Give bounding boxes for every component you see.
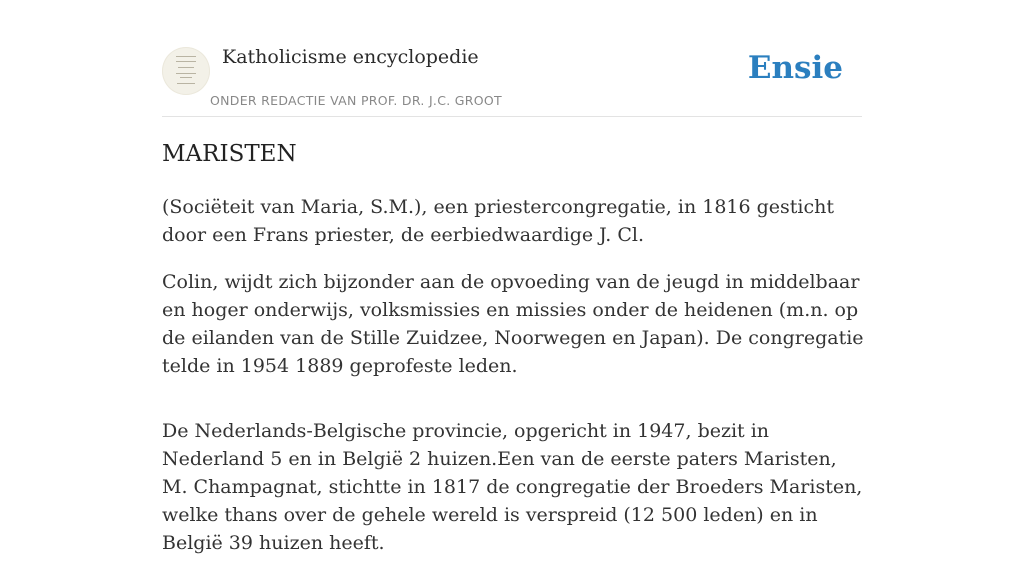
book-title[interactable]: Katholicisme encyclopedie xyxy=(222,46,479,68)
entry-content xyxy=(162,137,868,576)
ensie-logo[interactable]: Ensie xyxy=(747,50,843,86)
entry-title: MARISTEN xyxy=(162,141,297,167)
header xyxy=(162,40,862,117)
entry-paragraph: (Sociëteit van Maria, S.M.), een priestercongregatie, in 1816 gesticht door een Frans priester, de eerbiedwaardige J. Cl. xyxy=(162,196,835,246)
entry-paragraph: Colin, wijdt zich bijzonder aan de opvoeding van de jeugd in middelbaar en hoger onderwijs, volksmissies en missies onder de heidenen (m.n. op de eilanden van de Stille Zuidzee, Noorwegen en Japan). De congregatie telde in 1954 1889 geprofeste leden. xyxy=(162,271,864,377)
book-editor: ONDER REDACTIE VAN PROF. DR. J.C. GROOT xyxy=(210,93,502,108)
entry-paragraph: De Nederlands-Belgische provincie, opgericht in 1947, bezit in Nederland 5 en in België 2 huizen.Een van de eerste paters Maristen, M. Champagnat, stichtte in 1817 de congregatie der Broeders Maristen, welke thans over de gehele wereld is verspreid (12 500 leden) en in België 39 huizen heeft. xyxy=(162,420,863,554)
book-cover-icon[interactable] xyxy=(162,47,210,95)
